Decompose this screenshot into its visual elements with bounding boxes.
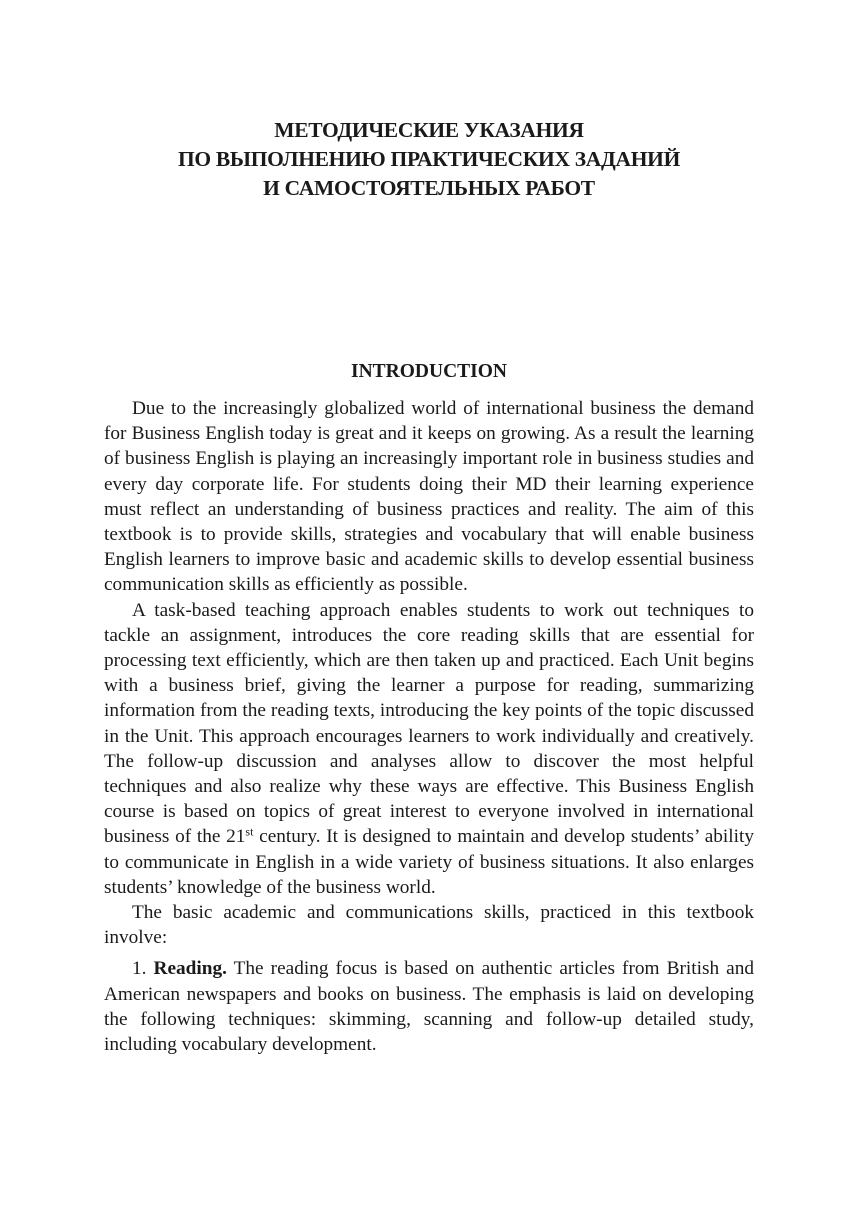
body-text (104, 396, 754, 1057)
paragraph-2-text-b: century. It is designed to maintain and develop students’ ability to communicate in English in a wide variety of business situations. It also enlarges students’ knowledge of the business world. (104, 826, 754, 898)
paragraph-2 (104, 598, 754, 900)
paragraph-4-text: The reading focus is based on authentic articles from British and American newspapers and books on business. The emphasis is laid on developing the following techniques: skimming, scanning and follow-up detailed study, including vocabulary development. (104, 958, 754, 1056)
ordinal-suffix: st (245, 824, 254, 839)
title-line-3: И САМОСТОЯТЕЛЬНЫХ РАБОТ (263, 176, 595, 200)
list-number: 1. (132, 958, 147, 980)
title-line-1: МЕТОДИЧЕСКИЕ УКАЗАНИЯ (274, 118, 584, 142)
title-line-2: ПО ВЫПОЛНЕНИЮ ПРАКТИЧЕСКИХ ЗАДАНИЙ (177, 147, 681, 171)
paragraph-4 (104, 956, 754, 1057)
paragraph-2-text-a: A task-based teaching approach enables students to work out techniques to tackle an assignment, introduces the core reading skills that are essential for processing text efficiently, which are then taken up and practiced. Each Unit begins with a business brief, giving the learner a purpose for reading, summarizing information from the reading texts, introducing the key points of the topic discussed in the Unit. This approach encourages learners to work individually and creatively. The follow-up discussion and analyses allow to discover the most helpful techniques and also realize why these ways are effective. This Business English course is based on topics of great interest to everyone involved in international business of the 21 (104, 599, 754, 848)
list-term: Reading. (153, 958, 227, 980)
paragraph-1: Due to the increasingly globalized world of international business the demand for Business English today is great and it keeps on growing. As a result the learning of business English is playing an increasingly important role in business studies and every day corporate life. For students doing their MD their learning experience must reflect an understanding of business practices and reality. The aim of this textbook is to provide skills, strategies and vocabulary that will enable business English learners to improve basic and academic skills to develop essential business communication skills as efficiently as possible. (104, 398, 754, 596)
section-heading: INTRODUCTION (350, 361, 508, 382)
document-title (104, 116, 754, 203)
paragraph-3: The basic academic and communications skills, practiced in this textbook involve: (104, 902, 754, 949)
